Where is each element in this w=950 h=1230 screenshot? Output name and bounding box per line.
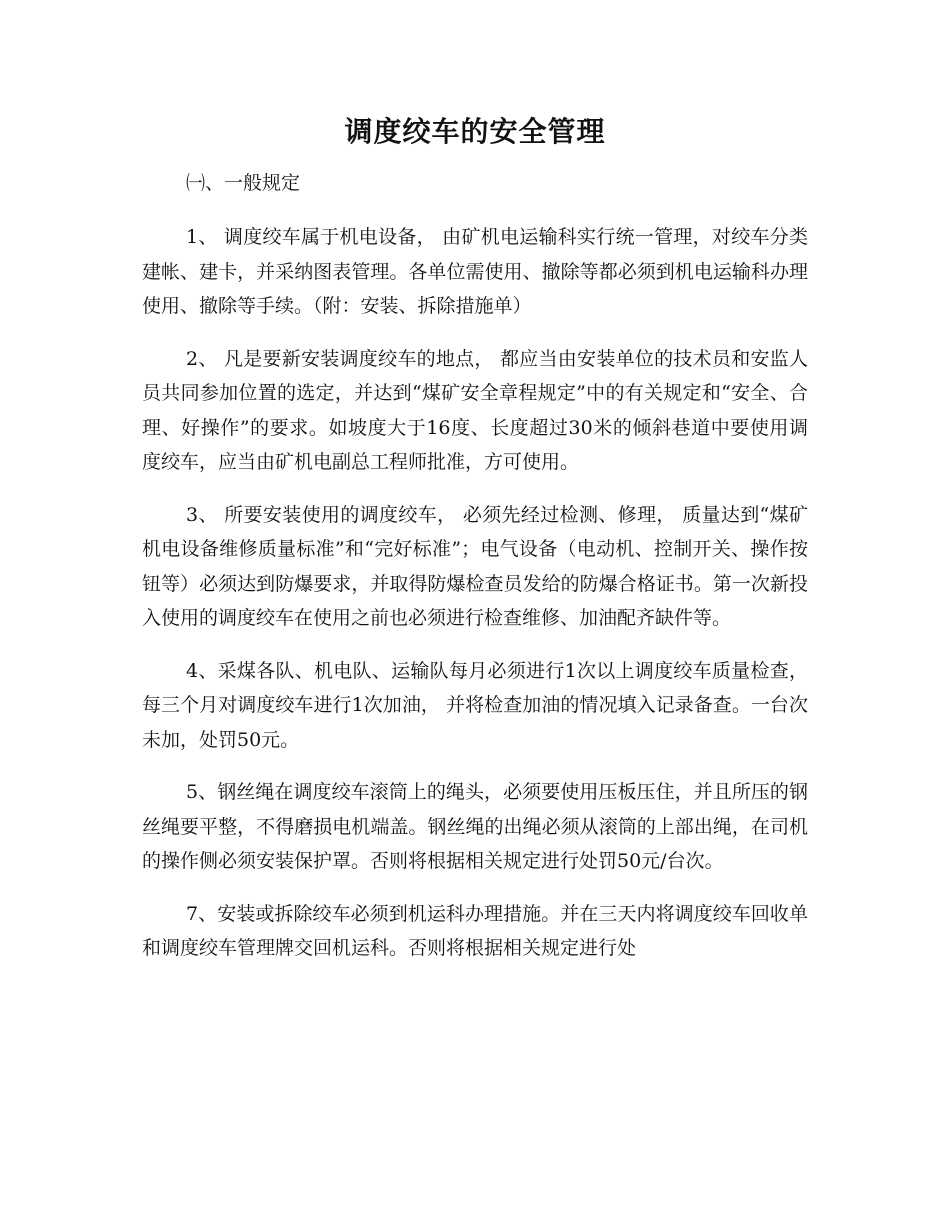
paragraph-3: 3、 所要安装使用的调度绞车， 必须先经过检测、修理， 质量达到“煤矿机电设备维修质量标准”和“完好标准”；电气设备（电动机、控制开关、操作按钮等）必须达到防爆要求，并取得防爆检查员发给的防爆合格证书。第一次新投入使用的调度绞车在使用之前也必须进行检查维修、加油配齐缺件等。 [142,503,808,629]
paragraph-5: 5、钢丝绳在调度绞车滚筒上的绳头，必须要使用压板压住，并且所压的钢丝绳要平整，不得磨损电机端盖。钢丝绳的出绳必须从滚筒的上部出绳，在司机的操作侧必须安装保护罩。否则将根据相关规定进行处罚50元/台次。 [142,781,808,872]
section-heading: ㈠、一般规定 [186,172,301,194]
document-title: 调度绞车的安全管理 [344,115,606,148]
paragraph-7: 7、安装或拆除绞车必须到机运科办理措施。并在三天内将调度绞车回收单和调度绞车管理牌交回机运科。否则将根据相关规定进行处 [142,902,808,959]
paragraph-4: 4、采煤各队、机电队、运输队每月必须进行1次以上调度绞车质量检查，每三个月对调度绞车进行1次加油， 并将检查加油的情况填入记录备查。一台次未加，处罚50元。 [142,659,808,751]
document-body [142,220,808,984]
paragraph-1: 1、 调度绞车属于机电设备， 由矿机电运输科实行统一管理，对绞车分类建帐、建卡，并采纳图表管理。各单位需使用、撤除等都必须到机电运输科办理使用、撤除等手续。（附：安装、拆除措施单） [142,226,808,317]
paragraph-2: 2、 凡是要新安装调度绞车的地点， 都应当由安装单位的技术员和安监人员共同参加位置的选定，并达到“煤矿安全章程规定”中的有关规定和“安全、合理、好操作”的要求。如坡度大于16度、长度超过30米的倾斜巷道中要使用调度绞车，应当由矿机电副总工程师批准，方可使用。 [142,347,808,473]
